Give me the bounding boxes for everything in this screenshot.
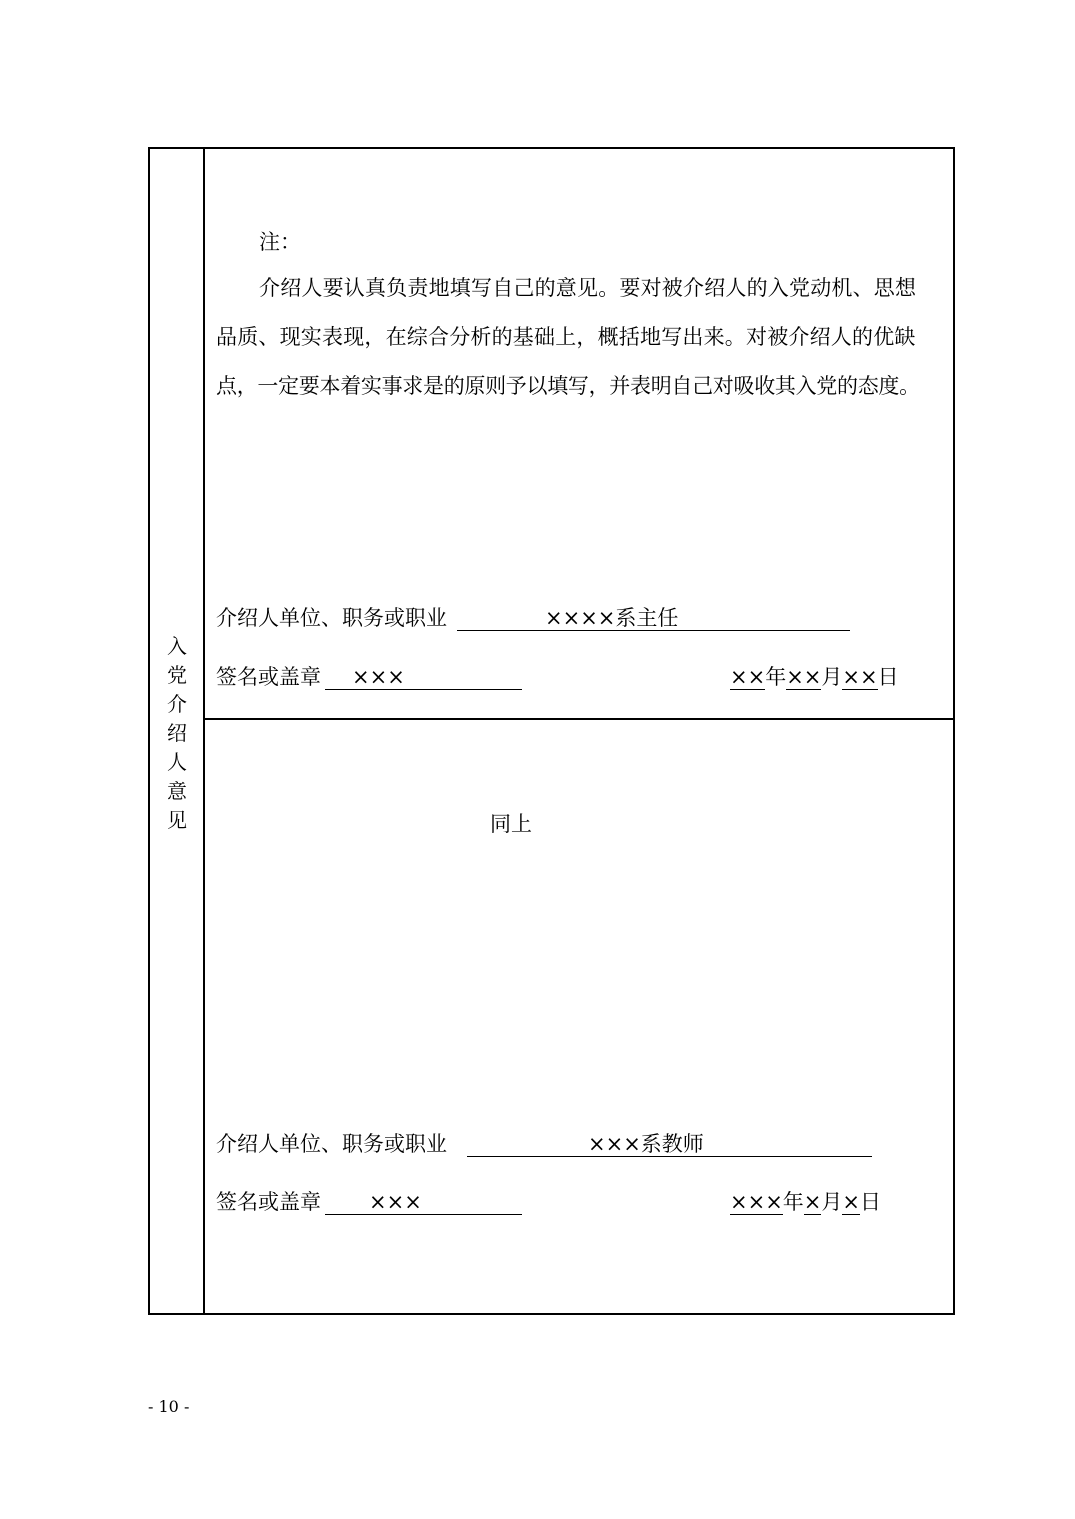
date-month-2: ×	[803, 1190, 822, 1214]
sign-value-2: ×××	[369, 1190, 422, 1214]
label-char: 见	[167, 808, 187, 832]
unit-label-2: 介绍人单位、职务或职业	[216, 1132, 447, 1156]
note-line-2: 品质、现实表现，在综合分析的基础上，概括地写出来。对被介绍人的优缺	[216, 325, 916, 349]
sign-value-1: ×××	[352, 665, 405, 689]
page-number: - 10 -	[148, 1397, 190, 1416]
label-char: 人	[167, 750, 187, 774]
label-char: 意	[167, 779, 187, 803]
row-divider	[203, 718, 955, 720]
sign-field-1	[325, 665, 522, 690]
section-label-introducer-opinion	[150, 632, 204, 835]
label-char: 入	[167, 634, 187, 658]
unit-value-1: ××××系主任	[545, 606, 679, 630]
note-line-3: 点，一定要本着实事求是的原则予以填写，并表明自己对吸收其入党的态度。	[216, 374, 920, 398]
unit-field-1	[457, 606, 850, 631]
date-2	[730, 1190, 881, 1215]
unit-label-1: 介绍人单位、职务或职业	[216, 606, 447, 630]
label-char: 绍	[167, 721, 187, 745]
note-line-1: 介绍人要认真负责地填写自己的意见。要对被介绍人的入党动机、思想	[259, 276, 917, 300]
day-unit-1: 日	[877, 665, 899, 689]
sign-label-2: 签名或盖章	[216, 1190, 321, 1214]
date-month-1: ××	[786, 665, 822, 689]
sign-field-2	[325, 1190, 522, 1215]
sign-label-1: 签名或盖章	[216, 665, 321, 689]
month-unit-2: 月	[821, 1190, 843, 1214]
date-1	[730, 665, 899, 690]
same-as-above: 同上	[490, 812, 532, 836]
day-unit-2: 日	[860, 1190, 882, 1214]
label-char: 介	[167, 692, 187, 716]
label-char: 党	[167, 663, 187, 687]
date-day-2: ×	[842, 1190, 861, 1214]
date-year-1: ××	[730, 665, 766, 689]
date-day-1: ××	[842, 665, 878, 689]
note-title: 注：	[259, 230, 301, 254]
year-unit-2: 年	[782, 1190, 804, 1214]
unit-field-2	[467, 1132, 872, 1157]
date-year-2: ×××	[730, 1190, 783, 1214]
month-unit-1: 月	[821, 665, 843, 689]
unit-value-2: ×××系教师	[588, 1132, 704, 1156]
year-unit-1: 年	[765, 665, 787, 689]
